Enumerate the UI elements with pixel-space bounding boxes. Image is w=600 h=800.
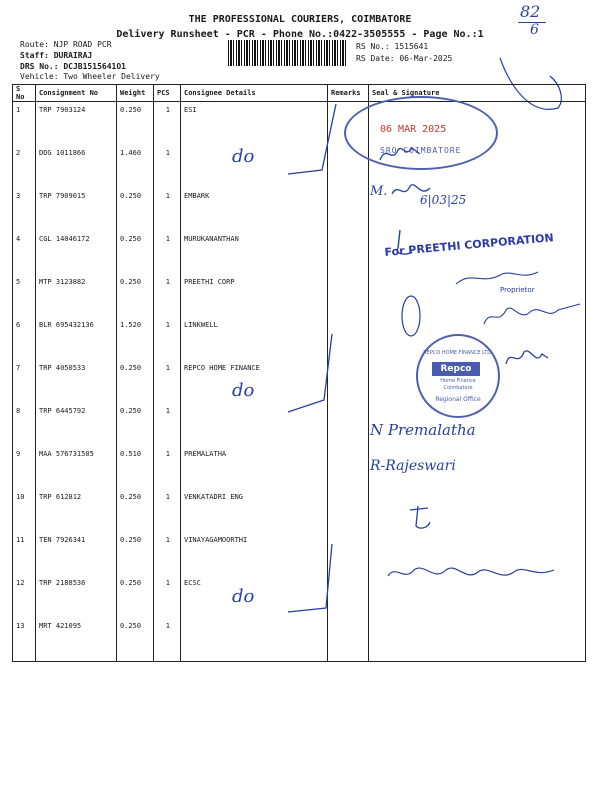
cell-consignee: LINKWELL	[181, 317, 328, 360]
cell-sno: 13	[13, 618, 36, 662]
table-row	[13, 188, 586, 231]
col-sno: S No	[13, 85, 36, 102]
staff-label: Staff: DURAIRAJ	[20, 51, 93, 60]
cell-pcs: 1	[154, 446, 181, 489]
ditto-mark-row13: do	[232, 586, 255, 607]
date-row3: 6|03|25	[420, 193, 467, 207]
cell-consignee	[181, 618, 328, 662]
preethi-signature	[452, 266, 542, 290]
cell-remarks	[328, 489, 369, 532]
signature-row2	[376, 140, 426, 170]
col-seal: Seal & Signature	[369, 85, 586, 102]
signature-scribble-row6	[480, 300, 586, 336]
col-pcs: PCS	[154, 85, 181, 102]
cell-remarks	[328, 231, 369, 274]
cell-consignee: MURUKANANTHAN	[181, 231, 328, 274]
cell-pcs: 1	[154, 360, 181, 403]
ditto-mark-row8: do	[232, 380, 255, 401]
cell-weight: 0.250	[117, 274, 154, 317]
cell-sno: 3	[13, 188, 36, 231]
cell-pcs: 1	[154, 575, 181, 618]
cell-consignee: PREMALATHA	[181, 446, 328, 489]
cell-consignment: TRP 7903124	[36, 102, 117, 146]
cell-weight: 0.250	[117, 231, 154, 274]
cell-sno: 1	[13, 102, 36, 146]
cell-pcs: 1	[154, 317, 181, 360]
signature-row11	[404, 500, 434, 534]
repco-stamp-office: Regional Office	[435, 396, 481, 403]
cell-pcs: 1	[154, 145, 181, 188]
ditto-mark-row2: do	[232, 146, 255, 167]
col-consignee: Consignee Details	[181, 85, 328, 102]
cell-weight: 0.250	[117, 618, 154, 662]
rs-number: RS No.: 1515641	[356, 42, 429, 51]
cell-seal	[369, 618, 586, 662]
cell-weight: 0.250	[117, 188, 154, 231]
cell-pcs: 1	[154, 489, 181, 532]
repco-stamp	[416, 334, 500, 418]
cell-weight: 0.250	[117, 102, 154, 146]
date-stamp-ring: SRO COIMBATORE	[380, 146, 462, 155]
cell-consignee: REPCO HOME FINANCE	[181, 360, 328, 403]
repco-stamp-line2: Coimbatore	[443, 385, 473, 391]
signature-row10: R-Rajeswari	[370, 458, 456, 474]
runsheet-title: Delivery Runsheet - PCR - Phone No.:0422-3505555 - Page No.:1	[116, 29, 484, 40]
cell-remarks	[328, 188, 369, 231]
page-mark-bottom: 6	[530, 22, 539, 38]
cell-weight: 0.250	[117, 360, 154, 403]
rs-date: RS Date: 06-Mar-2025	[356, 54, 453, 63]
cell-consignment: MTP 3123882	[36, 274, 117, 317]
route-label: Route: NJP ROAD PCR	[20, 40, 112, 49]
cell-sno: 11	[13, 532, 36, 575]
cell-consignment: TRP 6445792	[36, 403, 117, 446]
cell-sno: 8	[13, 403, 36, 446]
cell-weight: 0.250	[117, 403, 154, 446]
col-weight: Weight	[117, 85, 154, 102]
barcode	[228, 40, 346, 66]
ditto-stroke-row13	[280, 540, 340, 620]
signature-loop-row6	[396, 290, 426, 340]
cell-consignee: ECSC	[181, 575, 328, 618]
cell-consignee: PREETHI CORP	[181, 274, 328, 317]
cell-pcs: 1	[154, 188, 181, 231]
signature-row3: M.	[370, 184, 388, 199]
date-stamp-date: 06 MAR 2025	[380, 124, 447, 135]
cell-consignment: BLR 695432136	[36, 317, 117, 360]
repco-stamp-ring: REPCO HOME FINANCE LTD.	[423, 350, 493, 356]
cell-consignment: TRP 7909015	[36, 188, 117, 231]
table-row	[13, 446, 586, 489]
cell-sno: 2	[13, 145, 36, 188]
cell-consignment: MRT 421095	[36, 618, 117, 662]
cell-sno: 7	[13, 360, 36, 403]
cell-weight: 0.250	[117, 575, 154, 618]
cell-consignment: CGL 14046172	[36, 231, 117, 274]
cell-seal	[369, 489, 586, 532]
repco-stamp-line1: Home Finance	[440, 378, 476, 384]
cell-weight: 0.510	[117, 446, 154, 489]
col-remarks: Remarks	[328, 85, 369, 102]
cell-pcs: 1	[154, 532, 181, 575]
cell-consignment: TEN 7926341	[36, 532, 117, 575]
preethi-stamp: For PREETHI CORPORATION	[384, 231, 555, 259]
cell-sno: 10	[13, 489, 36, 532]
cell-pcs: 1	[154, 618, 181, 662]
preethi-stamp-proprietor: Proprietor	[500, 286, 535, 294]
signature-row7	[502, 344, 552, 374]
cell-sno: 6	[13, 317, 36, 360]
cell-weight: 1.460	[117, 145, 154, 188]
cell-weight: 0.250	[117, 489, 154, 532]
cell-remarks	[328, 618, 369, 662]
vehicle-label: Vehicle: Two Wheeler Delivery	[20, 72, 160, 81]
signature-row13	[384, 560, 560, 590]
cell-pcs: 1	[154, 231, 181, 274]
cell-consignment: TRP 612812	[36, 489, 117, 532]
cell-pcs: 1	[154, 403, 181, 446]
cell-sno: 5	[13, 274, 36, 317]
col-consignment: Consignment No	[36, 85, 117, 102]
cell-weight: 0.250	[117, 532, 154, 575]
cell-weight: 1.520	[117, 317, 154, 360]
cell-remarks	[328, 446, 369, 489]
company-title: THE PROFESSIONAL COURIERS, COIMBATORE	[188, 14, 412, 25]
cell-remarks	[328, 274, 369, 317]
cell-sno: 12	[13, 575, 36, 618]
cell-sno: 9	[13, 446, 36, 489]
cell-consignment: DDG 1011866	[36, 145, 117, 188]
table-row	[13, 618, 586, 662]
cell-sno: 4	[13, 231, 36, 274]
table-row	[13, 489, 586, 532]
cell-pcs: 1	[154, 274, 181, 317]
cell-consignee: ESI	[181, 102, 328, 146]
cell-consignment: TRP 2188536	[36, 575, 117, 618]
drs-label: DRS No.: DCJB1515641O1	[20, 62, 126, 71]
cell-consignee: EMBARK	[181, 188, 328, 231]
cell-consignment: MAA 576731505	[36, 446, 117, 489]
cell-consignee: VENKATADRI ENG	[181, 489, 328, 532]
ditto-stroke-row8	[280, 330, 340, 420]
cell-pcs: 1	[154, 102, 181, 146]
cell-consignment: TRP 4050533	[36, 360, 117, 403]
page-mark-top: 82	[520, 2, 541, 21]
signature-row9: N Premalatha	[370, 421, 476, 439]
ditto-stroke-row2	[282, 100, 342, 180]
cell-consignee: VINAYAGAMOORTHI	[181, 532, 328, 575]
repco-logo: Repco	[432, 362, 480, 376]
